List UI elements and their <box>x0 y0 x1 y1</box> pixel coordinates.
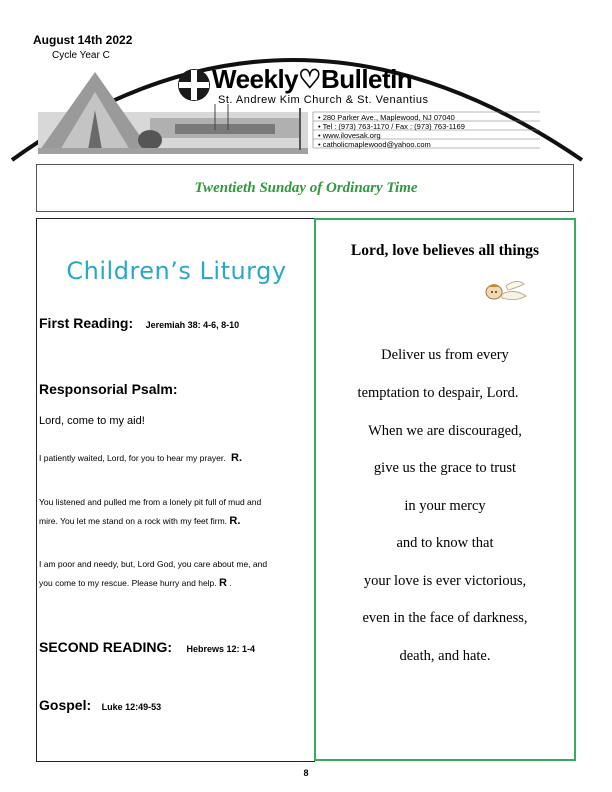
contact-email: • catholicmaplewood@yahoo.com <box>318 140 431 149</box>
bulletin-logo-text: Weekly♡Bulletin <box>212 64 413 94</box>
psalm-label: Responsorial Psalm: <box>39 381 178 397</box>
psalm-verse-2 <box>39 493 313 531</box>
sunday-title: Twentieth Sunday of Ordinary Time <box>194 180 418 196</box>
first-reading <box>39 315 239 333</box>
second-reading-label: SECOND READING: <box>39 639 173 655</box>
psalm-verse-3-line2: you come to my rescue. Please hurry and help. <box>39 578 217 588</box>
psalm-verse-3-line1: I am poor and needy, but, Lord God, you care about me, and <box>39 559 268 569</box>
gospel-ref: Luke 12:49-53 <box>101 702 162 712</box>
psalm-response-mark: R. <box>231 452 242 464</box>
title-banner <box>36 164 574 212</box>
contact-address: • 280 Parker Ave., Maplewood, NJ 07040 <box>318 113 455 122</box>
prayer-line-7: your love is ever victorious, <box>363 573 527 589</box>
cycle-year: Cycle Year C <box>52 50 110 61</box>
psalm-verse-3 <box>39 555 313 593</box>
second-reading <box>39 639 255 657</box>
church-name: St. Andrew Kim Church & St. Venantius <box>218 94 429 106</box>
prayer-line-9: death, and hate. <box>399 648 491 664</box>
psalm-verse-2-line2: mire. You let me stand on a rock with my feet firm. <box>39 516 228 526</box>
childrens-liturgy-panel <box>36 218 315 762</box>
second-reading-ref: Hebrews 12: 1-4 <box>186 644 256 654</box>
prayer-line-5: in your mercy <box>404 498 486 514</box>
angel-illustration <box>480 278 532 308</box>
contact-phone: • Tel : (973) 763-1170 / Fax : (973) 763-1169 <box>318 122 465 131</box>
first-reading-ref: Jeremiah 38: 4-6, 8-10 <box>145 320 240 330</box>
prayer-panel <box>314 218 576 761</box>
prayer-line-2: temptation to despair, Lord. <box>357 385 519 401</box>
contact-website: • www.ilovesak.org <box>318 131 381 140</box>
bulletin-date: August 14th 2022 <box>33 33 133 47</box>
prayer-line-1: Deliver us from every <box>381 347 509 363</box>
psalm-verse-2-line1: You listened and pulled me from a lonely pit full of mud and <box>39 497 262 507</box>
prayer-line-6: and to know that <box>396 535 494 551</box>
childrens-liturgy-title: Children’s Liturgy <box>66 257 287 285</box>
psalm-verse-1 <box>39 449 242 468</box>
first-reading-label: First Reading: <box>39 315 134 331</box>
prayer-line-3: When we are discouraged, <box>368 423 522 439</box>
psalm-response: Lord, come to my aid! <box>39 415 145 427</box>
gospel-label: Gospel: <box>39 697 92 713</box>
prayer-line-8: even in the face of darkness, <box>362 610 528 626</box>
psalm-verse-1-text: I patiently waited, Lord, for you to hear my prayer. <box>39 453 226 463</box>
psalm-response-mark: R <box>219 577 227 589</box>
gospel <box>39 697 161 715</box>
psalm-verse-3-tail: . <box>226 578 232 588</box>
bulletin-logo-icon <box>178 69 210 101</box>
prayer-title: Lord, love believes all things <box>350 242 540 259</box>
psalm-response-mark: R. <box>229 515 241 527</box>
page-number: 8 <box>303 768 309 778</box>
prayer-line-4: give us the grace to trust <box>373 460 517 476</box>
